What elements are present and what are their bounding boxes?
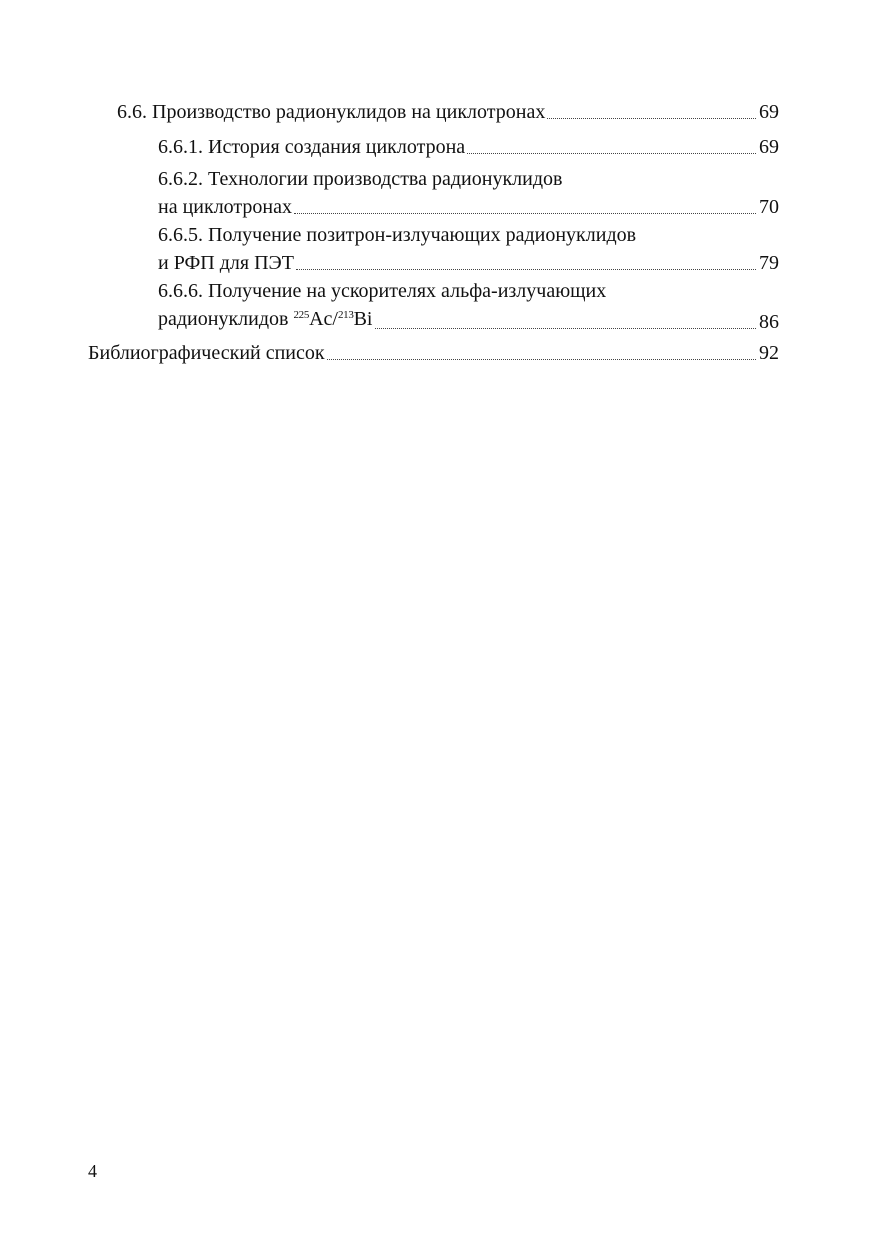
- dot-leader: [327, 359, 756, 360]
- isotope-separator: /: [332, 308, 338, 330]
- toc-entry-title: 6.6.1. История создания циклотрона: [158, 136, 466, 158]
- toc-entry-page: 79: [759, 252, 779, 274]
- toc-line: [158, 193, 779, 221]
- toc-line: [158, 249, 779, 277]
- toc-entry-page: 70: [759, 196, 779, 218]
- toc-line: [117, 98, 779, 126]
- toc-entry-6-6[interactable]: [117, 98, 779, 126]
- toc-entry-title-line-2: [158, 305, 373, 336]
- toc-entry-6-6-6[interactable]: [158, 277, 779, 336]
- toc-entry-title: Библиографический список: [88, 342, 325, 364]
- toc-entry-page: 69: [759, 101, 779, 123]
- toc-entry-title-line-1: 6.6.6. Получение на ускорителях альфа-излучающих: [158, 280, 607, 302]
- toc-entry-title-line-1: 6.6.2. Технологии производства радионуклидов: [158, 168, 563, 190]
- toc-entry-title-line-1: 6.6.5. Получение позитрон-излучающих радионуклидов: [158, 224, 637, 246]
- toc-entry-page: 86: [759, 311, 779, 333]
- dot-leader: [375, 328, 757, 329]
- toc-line: [158, 133, 779, 161]
- isotope-symbol: Bi: [353, 308, 373, 330]
- toc-entry-6-6-5[interactable]: [158, 221, 779, 277]
- toc-line: [158, 305, 779, 336]
- dot-leader: [467, 153, 756, 154]
- dot-leader: [296, 269, 756, 270]
- isotope-mass-number: 213: [337, 309, 354, 321]
- page-number: 4: [88, 1161, 97, 1181]
- toc-entry-title: 6.6. Производство радионуклидов на циклотронах: [117, 101, 546, 123]
- toc-entry-title-line-2: на циклотронах: [158, 196, 292, 218]
- toc-entry-6-6-1[interactable]: [158, 133, 779, 161]
- isotope-mass-number: 225: [293, 309, 310, 321]
- toc-entry-title-line-2: и РФП для ПЭТ: [158, 252, 294, 274]
- toc-entry-page: 92: [759, 342, 779, 364]
- title-prefix: радионуклидов: [158, 308, 294, 330]
- dot-leader: [547, 118, 756, 119]
- toc-entry-6-6-2[interactable]: [158, 165, 779, 221]
- dot-leader: [294, 213, 756, 214]
- toc-line: [88, 339, 779, 367]
- toc-entry-page: 69: [759, 136, 779, 158]
- toc-entry-bibliography[interactable]: [88, 339, 779, 367]
- isotope-symbol: Ac: [309, 308, 333, 330]
